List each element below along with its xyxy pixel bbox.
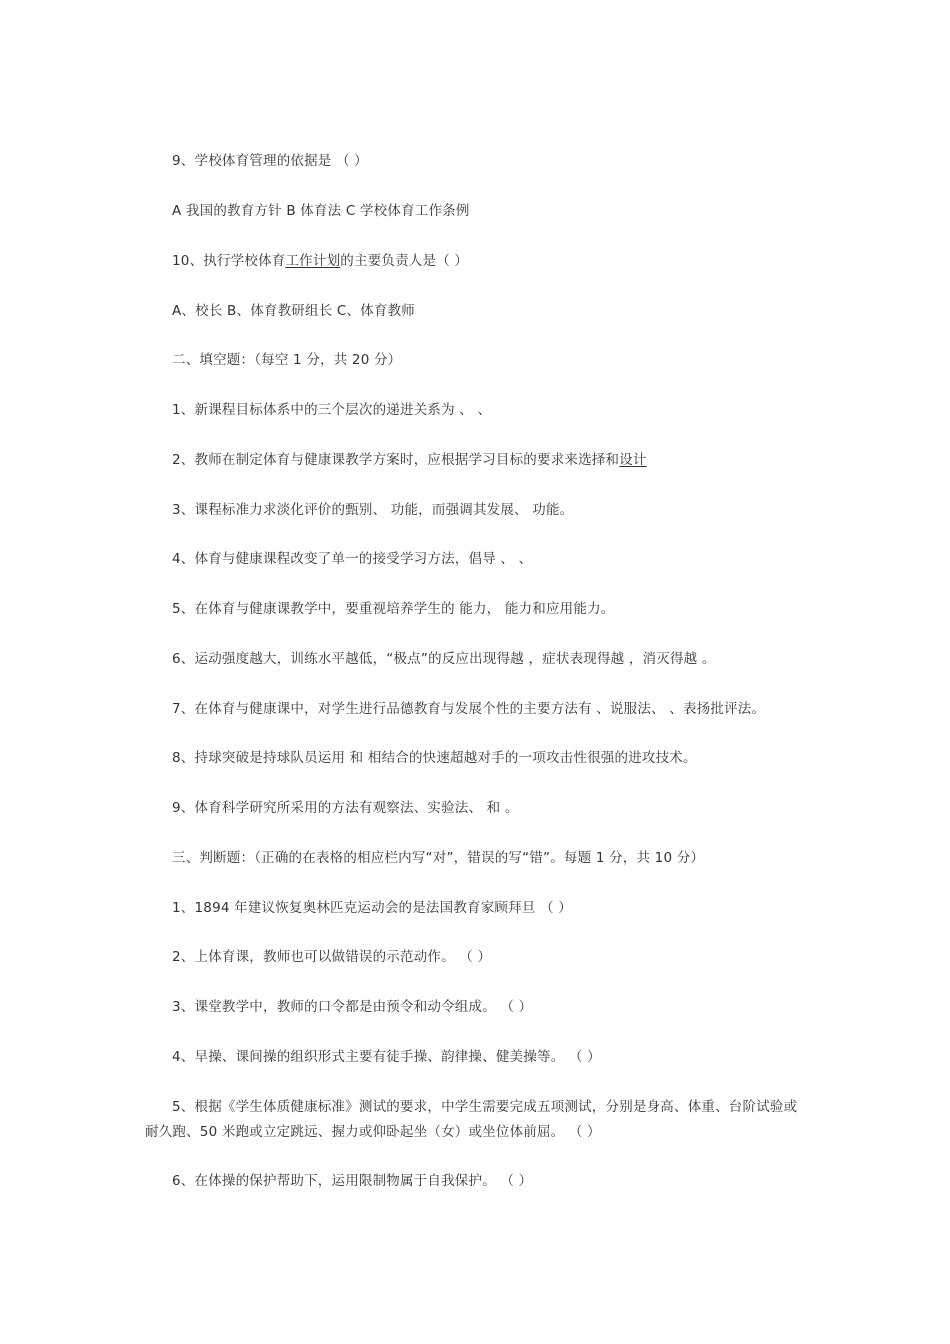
judge-question-2: 2、上体育课，教师也可以做错误的示范动作。 （ ） [172,949,492,965]
fill-question-6: 6、运动强度越大，训练水平越低，“极点”的反应出现得越 ，症状表现得越 ，消灭得越 。 [172,651,716,667]
fill-question-4: 4、体育与健康课程改变了单一的接受学习方法，倡导 、 、 [172,551,533,567]
question-10-responsible-person: 10、执行学校体育工作计划的主要负责人是（ ） [172,253,469,269]
judge-question-1: 1、1894 年建议恢复奥林匹克运动会的是法国教育家顾拜旦 （ ） [172,900,572,916]
judge-question-3: 3、课堂教学中，教师的口令都是由预令和动令组成。 （ ） [172,999,533,1015]
design-link[interactable]: 设计 [619,452,647,468]
section-fill-in-heading: 二、填空题：（每空 1 分，共 20 分） [172,352,402,368]
work-plan-link[interactable]: 工作计划 [285,253,341,269]
fill-question-9: 9、体育科学研究所采用的方法有观察法、实验法、 和 。 [172,800,519,816]
section-true-false-heading: 三、判断题：（正确的在表格的相应栏内写“对”，错误的写“错”。每题 1 分，共 10 分） [172,850,705,866]
fill-question-7: 7、在体育与健康课中，对学生进行品德教育与发展个性的主要方法有 、说服法、 、表扬批评法。 [172,701,766,717]
fill-question-1: 1、新课程目标体系中的三个层次的递进关系为 、 、 [172,402,492,418]
question-10-options: A、校长 B、体育教研组长 C、体育教师 [172,303,416,319]
judge-question-5: 5、根据《学生体质健康标准》测试的要求，中学生需要完成五项测试，分别是身高、体重、台阶试验或耐久跑、50 米跑或立定跳远、握力或仰卧起坐（女）或坐位体前屈。 （ ） [145,1099,798,1140]
fill-question-5: 5、在体育与健康课教学中，要重视培养学生的 能力， 能力和应用能力。 [172,601,615,617]
judge-question-6: 6、在体操的保护帮助下，运用限制物属于自我保护。 （ ） [172,1173,533,1189]
fill-question-3: 3、课程标准力求淡化评价的甄别、 功能，而强调其发展、 功能。 [172,502,574,518]
question-9-options: A 我国的教育方针 B 体育法 C 学校体育工作条例 [172,203,470,219]
fill-question-8: 8、持球突破是持球队员运用 和 相结合的快速超越对手的一项攻击性很强的进攻技术。 [172,750,697,766]
fill-question-2: 2、教师在制定体育与健康课教学方案时，应根据学习目标的要求来选择和设计 [172,452,647,468]
judge-question-4: 4、早操、课间操的组织形式主要有徒手操、韵律操、健美操等。 （ ） [172,1049,601,1065]
question-9-management-basis: 9、学校体育管理的依据是 （ ） [172,153,368,169]
